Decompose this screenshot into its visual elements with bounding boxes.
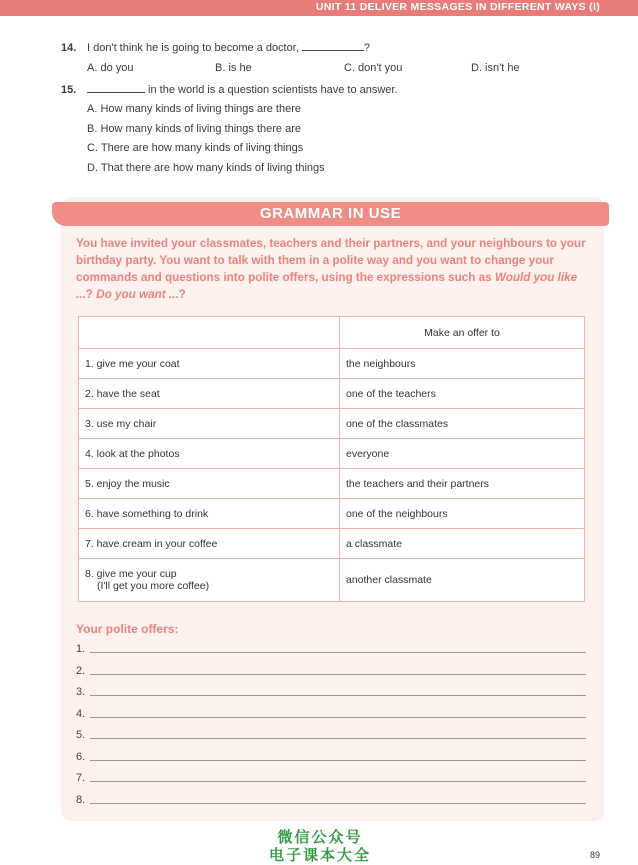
question-text: I don't think he is going to become a doctor, [87, 42, 302, 54]
expression-1: Would you like ... [76, 271, 578, 301]
command-note: (I'll get you more coffee) [97, 580, 210, 592]
answer-line-3[interactable] [76, 686, 586, 698]
option-a: A. How many kinds of living things are there [87, 103, 301, 115]
section-title: GRAMMAR IN USE [259, 205, 402, 222]
answer-line-1[interactable] [76, 643, 586, 655]
command-cell: 7. have cream in your coffee [79, 529, 340, 559]
page-number: 89 [589, 850, 600, 860]
writing-line[interactable] [90, 674, 586, 675]
question-15 [61, 84, 398, 96]
section-title-bar [52, 202, 609, 226]
writing-line[interactable] [90, 695, 586, 696]
header-bar [0, 0, 638, 16]
question-number: 14. [61, 42, 77, 54]
option-c: C. There are how many kinds of living things [87, 142, 304, 154]
command-cell: 5. enjoy the music [79, 469, 340, 499]
answer-line-6[interactable] [76, 751, 586, 763]
answer-line-4[interactable] [76, 708, 586, 720]
question-number: 15. [61, 84, 77, 96]
question-text-end: ? [363, 42, 371, 54]
table-row [79, 379, 585, 409]
answer-number: 6. [76, 751, 86, 763]
question-text: in the world is a question scientists have to answer. [145, 84, 398, 96]
instructions-text: You have invited your classmates, teachers and their partners, and your neighbours to your birthday party. You want to talk with them in a polite way and you want to change your commands and questions into polite offers, using the expressions such as [76, 237, 586, 284]
table-row [79, 469, 585, 499]
writing-line[interactable] [90, 652, 586, 653]
table-row [79, 439, 585, 469]
option-d: D. isn't he [471, 62, 520, 74]
answer-number: 7. [76, 772, 86, 784]
writing-line[interactable] [90, 717, 586, 718]
answer-line-2[interactable] [76, 665, 586, 677]
writing-line[interactable] [90, 781, 586, 782]
answer-number: 5. [76, 729, 86, 741]
command-cell [79, 559, 340, 602]
unit-title: UNIT 11 DELIVER MESSAGES IN DIFFERENT WAYS (I) [315, 1, 600, 13]
table-header-right: Make an offer to [340, 317, 585, 349]
command-cell: 6. have something to drink [79, 499, 340, 529]
table-row [79, 529, 585, 559]
command-cell: 3. use my chair [79, 409, 340, 439]
writing-line[interactable] [90, 760, 586, 761]
instructions [76, 235, 588, 303]
table-header-row [79, 317, 585, 349]
option-b: B. is he [215, 62, 252, 74]
option-a: A. do you [87, 62, 134, 74]
offer-to-cell: everyone [340, 439, 585, 469]
writing-line[interactable] [90, 803, 586, 804]
option-b: B. How many kinds of living things there are [87, 123, 301, 135]
offers-table [78, 316, 585, 602]
command-text: 8. give me your cup [85, 568, 177, 580]
offer-to-cell: the teachers and their partners [340, 469, 585, 499]
answer-number: 2. [76, 665, 86, 677]
offer-to-cell: the neighbours [340, 349, 585, 379]
offer-to-cell: one of the neighbours [340, 499, 585, 529]
answer-number: 8. [76, 794, 86, 806]
writing-line[interactable] [90, 738, 586, 739]
command-cell: 2. have the seat [79, 379, 340, 409]
table-row [79, 349, 585, 379]
offer-to-cell: another classmate [340, 559, 585, 602]
watermark-line-2: 电子课本大全 [268, 846, 371, 864]
instructions-end: ? [178, 288, 186, 301]
option-c: C. don't you [344, 62, 403, 74]
offer-to-cell: a classmate [340, 529, 585, 559]
table-header-left [79, 317, 340, 349]
table-row [79, 409, 585, 439]
polite-offers-title: Your polite offers: [76, 622, 179, 636]
command-cell: 1. give me your coat [79, 349, 340, 379]
option-d: D. That there are how many kinds of living things [87, 162, 325, 174]
command-cell: 4. look at the photos [79, 439, 340, 469]
answer-blank [302, 50, 364, 51]
answer-line-5[interactable] [76, 729, 586, 741]
offer-to-cell: one of the teachers [340, 379, 585, 409]
answer-number: 4. [76, 708, 86, 720]
table-row [79, 559, 585, 602]
offer-to-cell: one of the classmates [340, 409, 585, 439]
answer-blank [87, 92, 145, 93]
table-row [79, 499, 585, 529]
watermark-line-1: 微信公众号 [277, 828, 363, 846]
answer-number: 3. [76, 686, 86, 698]
answer-number: 1. [76, 643, 86, 655]
instructions-sep: ? [85, 288, 97, 301]
question-14 [61, 42, 370, 54]
answer-line-7[interactable] [76, 772, 586, 784]
expression-2: Do you want ... [96, 288, 179, 301]
answer-line-8[interactable] [76, 794, 586, 806]
